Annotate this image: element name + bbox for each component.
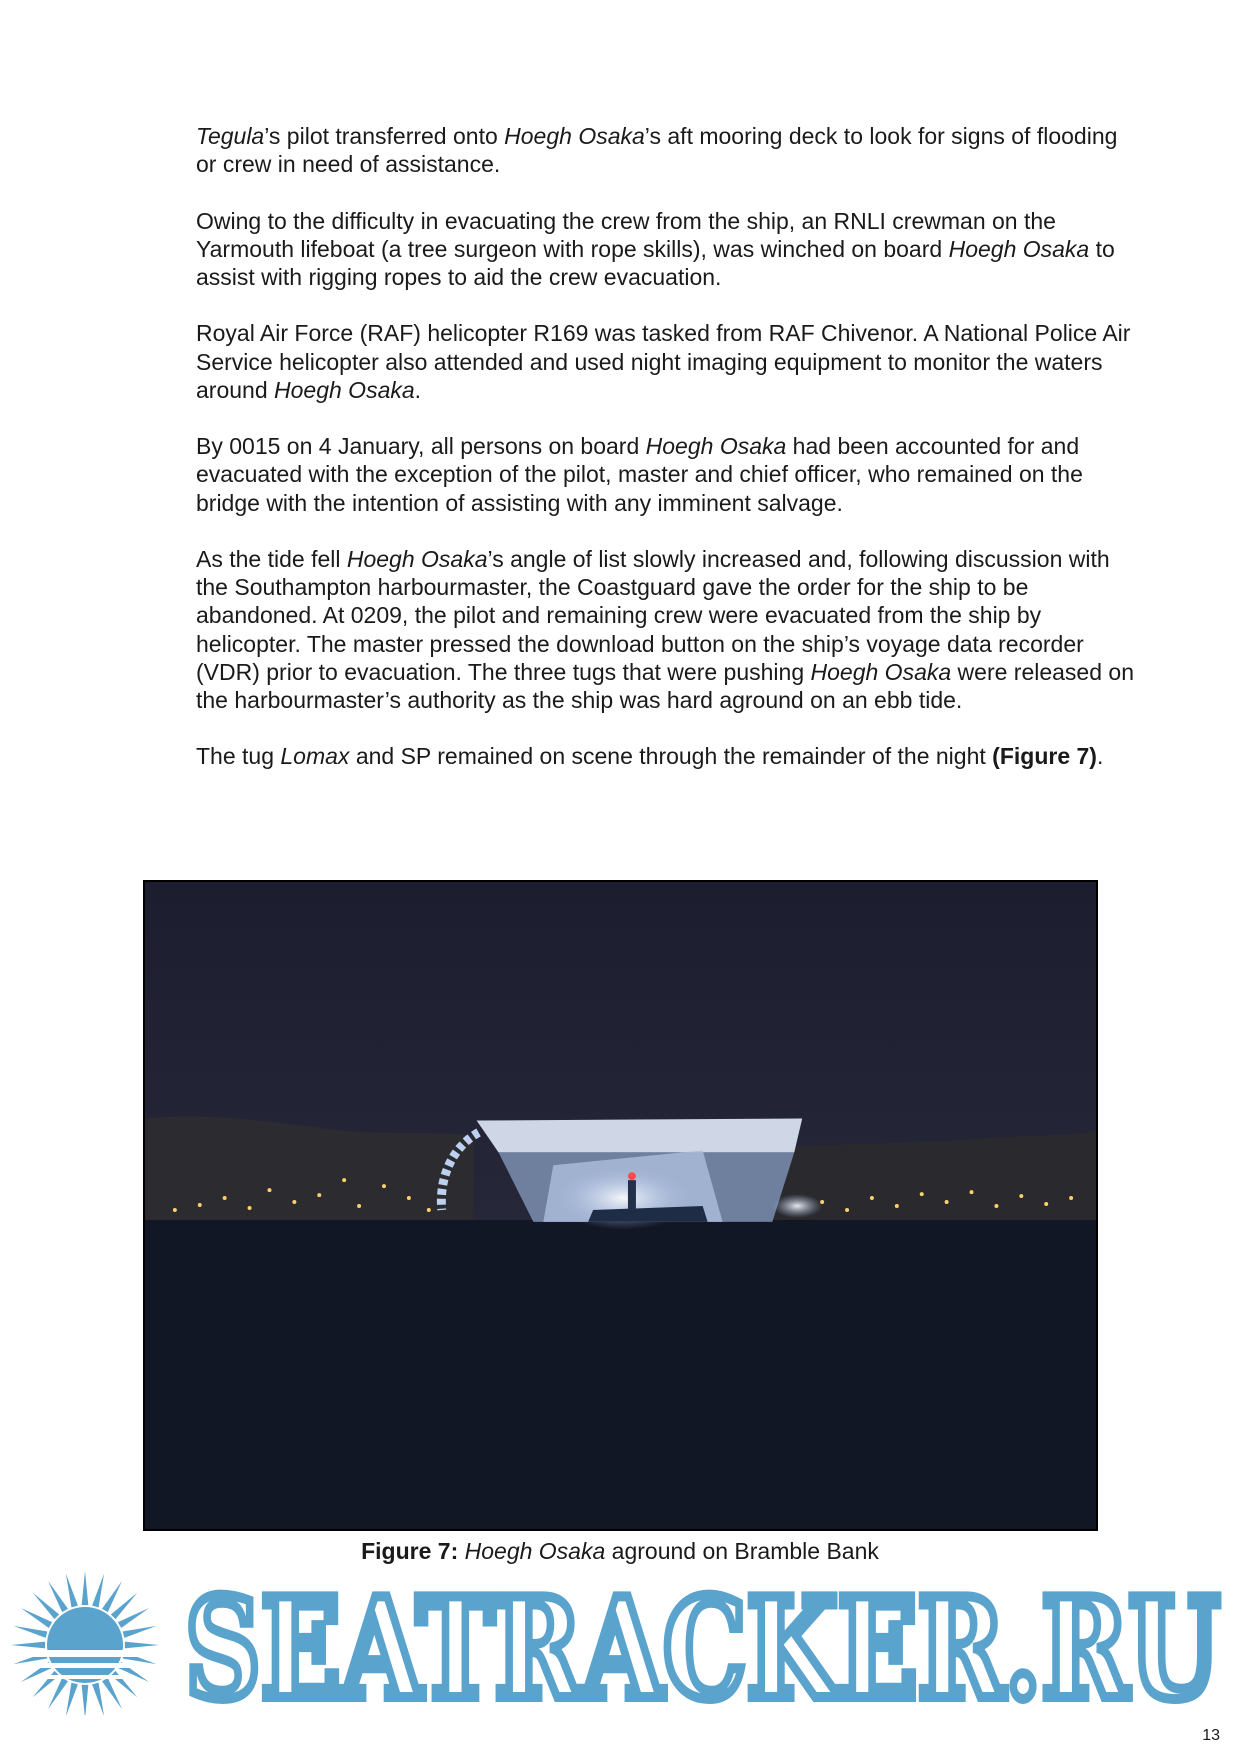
paragraph-segment: Hoegh Osaka (948, 235, 1090, 262)
paragraph-segment: Tegula (196, 123, 265, 149)
paragraph (196, 207, 1136, 292)
paragraph-segment: The tug (196, 743, 281, 770)
sun-ray (66, 1574, 78, 1608)
paragraph-segment: ’s aft mooring deck to look for signs of flooding or crew in need of assistance. (196, 123, 1118, 178)
paragraph-segment: Hoegh Osaka (346, 545, 488, 572)
paragraph-segment: (Figure 7) (992, 743, 1097, 770)
page-number: 13 (1202, 1727, 1220, 1744)
sun-ray (92, 1683, 104, 1715)
paragraph-segment: Hoegh Osaka (810, 658, 952, 685)
sun-ray (125, 1642, 159, 1649)
paragraph-segment: Royal Air Force (RAF) helicopter R169 was tasked from RAF Chivenor. A National Police Air Service helicopter also attended and used night imaging equipment to monitor the waters around (196, 320, 1131, 403)
paragraph-segment: . (1096, 743, 1104, 770)
paragraph (196, 319, 1136, 404)
paragraph-segment: Owing to the difficulty in evacuating the crew from the ship, an RNLI crewman on the Yarmouth lifeboat (a tree surgeon with rope skills), was winched on board (196, 207, 1056, 262)
paragraph-segment: . (414, 376, 422, 403)
paragraph-segment: ’s pilot transferred onto (264, 123, 505, 149)
sun-ray (11, 1642, 45, 1649)
paragraph (196, 432, 1136, 517)
sun-ray (48, 1581, 68, 1612)
paragraph (196, 545, 1136, 714)
sun-ray (14, 1626, 48, 1638)
watermark-text: SEATRACKER.RU (185, 1567, 1220, 1715)
sun-ray (102, 1678, 122, 1709)
sun-ray (123, 1626, 157, 1638)
caption-label: Figure 7: (361, 1538, 459, 1564)
paragraph-segment: As the tide fell (196, 545, 347, 572)
sun-ray (48, 1678, 68, 1709)
sun-ray (102, 1581, 122, 1612)
paragraph-segment: and SP remained on scene through the remainder of the night (349, 743, 993, 770)
sun-ray (92, 1574, 104, 1608)
paragraph (196, 742, 1136, 770)
paragraph-segment: Hoegh Osaka (274, 376, 415, 403)
body-text (196, 122, 1136, 799)
sun-ray (82, 1685, 89, 1715)
paragraph-segment: were released on the harbourmaster’s authority as the ship was hard aground on an ebb tide. (196, 658, 1134, 713)
paragraph-segment: ’s angle of list slowly increased and, following discussion with the Southampton harbourmaster, the Coastguard gave the order for the ship to be abandoned. At 0209, the pilot and remaining crew were evacuated from the ship by helicopter. The master pressed the download button on the ship’s voyage data recorder (VDR) prior to evacuation. The three tugs that were pushing (196, 545, 1110, 685)
sun-ray (118, 1608, 149, 1628)
paragraph-segment: had been accounted for and evacuated with the exception of the pilot, master and chief officer, who remained on the bridge with the intention of assisting with any imminent salvage. (196, 433, 1083, 516)
paragraph-segment: By 0015 on 4 January, all persons on board (196, 433, 646, 460)
paragraph (196, 122, 1136, 178)
sun-ray (82, 1571, 89, 1605)
caption-text: aground on Bramble Bank (605, 1538, 879, 1564)
watermark (10, 1565, 1240, 1715)
figure-7-photo (143, 880, 1098, 1531)
figure-caption (0, 1537, 1240, 1565)
paragraph-segment: Hoegh Osaka (504, 123, 645, 149)
sun-ray (21, 1608, 52, 1628)
paragraph-segment: Lomax (280, 743, 350, 770)
paragraph-segment: to assist with rigging ropes to aid the crew evacuation. (196, 235, 1115, 290)
paragraph-segment: Hoegh Osaka (645, 433, 787, 460)
sun-logo-icon (11, 1571, 159, 1715)
caption-ship-name: Hoegh Osaka (464, 1538, 606, 1564)
sun-ray (66, 1683, 78, 1715)
